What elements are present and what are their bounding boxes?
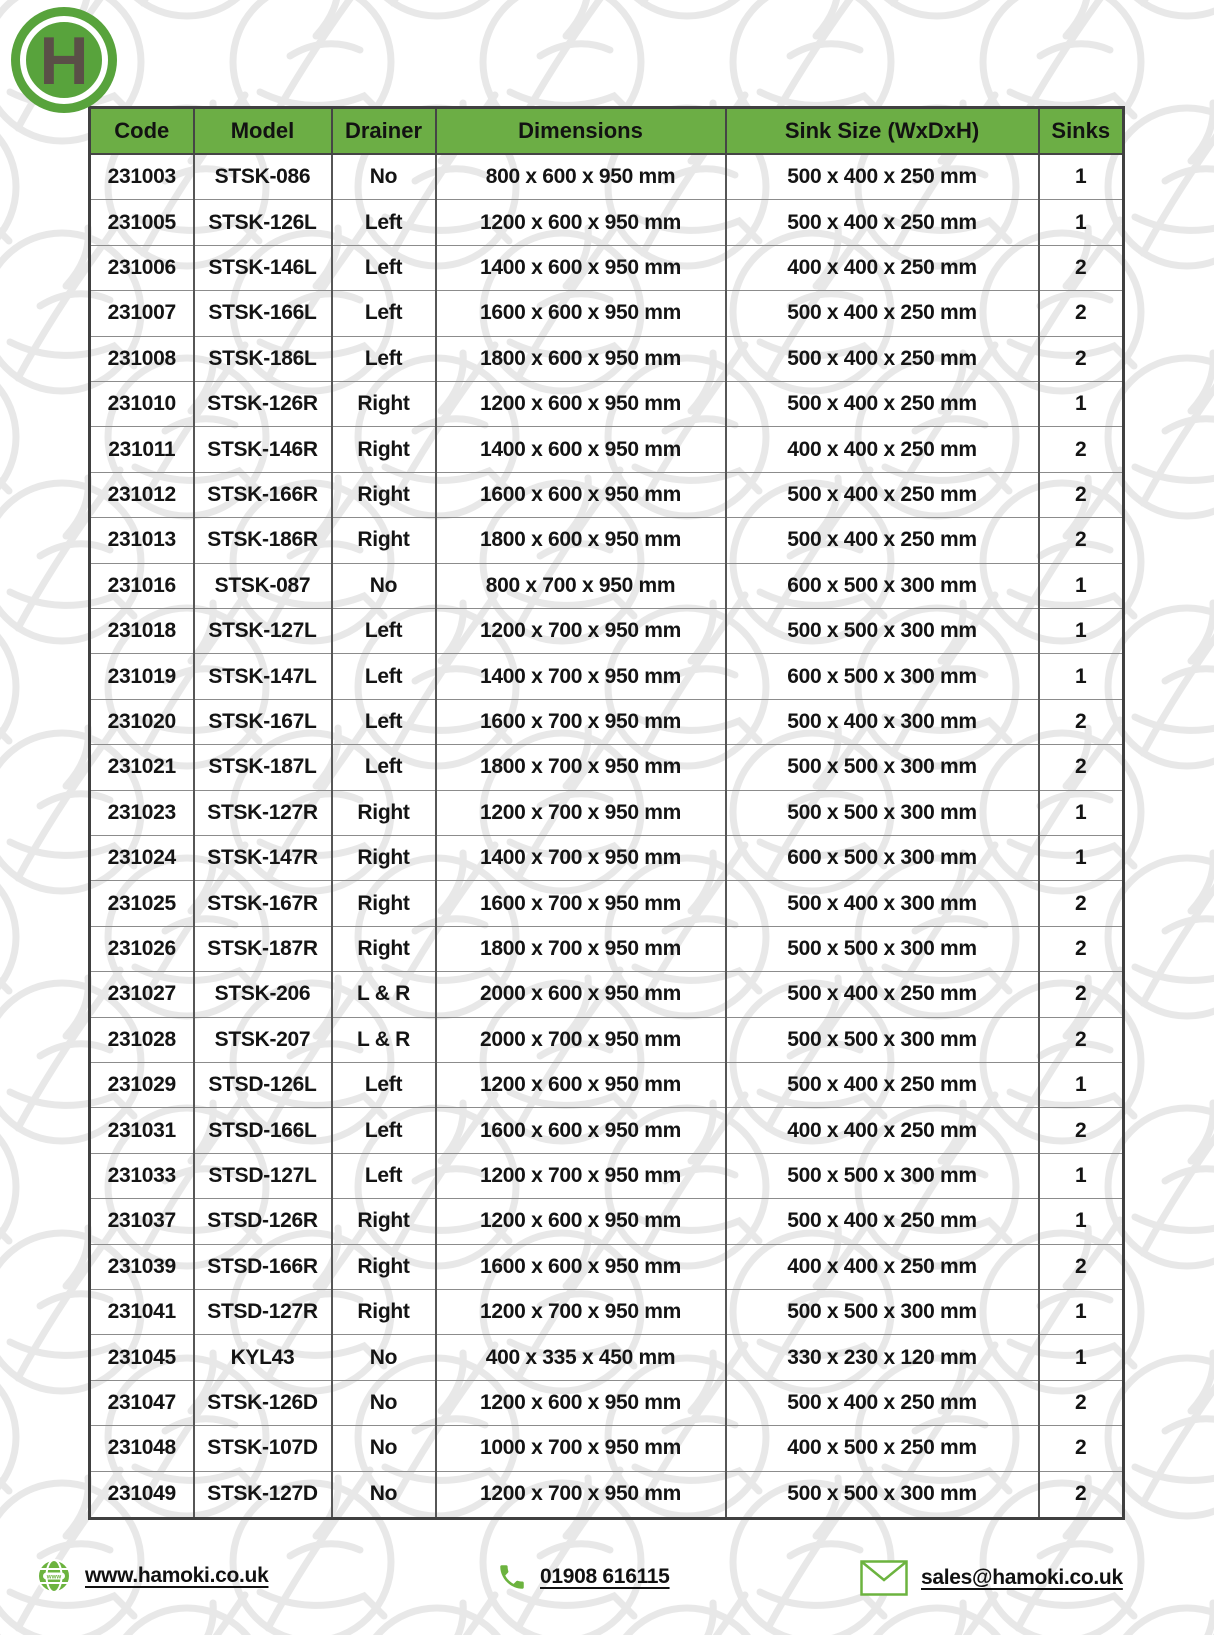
- column-header: Code: [90, 108, 194, 154]
- table-cell: STSK-127R: [194, 790, 332, 835]
- table-cell: Left: [332, 654, 436, 699]
- table-cell: 500 x 500 x 300 mm: [726, 1290, 1039, 1335]
- table-row: [90, 699, 1124, 744]
- table-cell: 231028: [90, 1017, 194, 1062]
- table-cell: 500 x 500 x 300 mm: [726, 1153, 1039, 1198]
- table-cell: STSK-187L: [194, 745, 332, 790]
- table-cell: 500 x 400 x 250 mm: [726, 291, 1039, 336]
- column-header: Sink Size (WxDxH): [726, 108, 1039, 154]
- table-cell: 1600 x 600 x 950 mm: [436, 472, 726, 517]
- table-cell: 2: [1039, 245, 1124, 290]
- table-cell: 1: [1039, 654, 1124, 699]
- table-cell: 2: [1039, 336, 1124, 381]
- table-cell: STSK-187R: [194, 926, 332, 971]
- table-cell: 500 x 400 x 250 mm: [726, 381, 1039, 426]
- table-row: [90, 1153, 1124, 1198]
- table-cell: 1: [1039, 1290, 1124, 1335]
- table-row: [90, 472, 1124, 517]
- table-cell: 1600 x 700 x 950 mm: [436, 881, 726, 926]
- logo-letter: H: [39, 23, 89, 99]
- table-cell: Right: [332, 472, 436, 517]
- table-cell: STSD-127L: [194, 1153, 332, 1198]
- table-cell: Right: [332, 1290, 436, 1335]
- table-cell: 1: [1039, 1335, 1124, 1380]
- table-cell: STSK-167L: [194, 699, 332, 744]
- table-cell: 231010: [90, 381, 194, 426]
- globe-icon: [36, 1558, 72, 1594]
- table-cell: 2: [1039, 972, 1124, 1017]
- table-cell: 1: [1039, 381, 1124, 426]
- table-cell: 231021: [90, 745, 194, 790]
- table-cell: STSK-127D: [194, 1471, 332, 1518]
- table-cell: 1200 x 700 x 950 mm: [436, 1471, 726, 1518]
- table-cell: L & R: [332, 1017, 436, 1062]
- table-cell: Right: [332, 427, 436, 472]
- table-row: [90, 518, 1124, 563]
- table-cell: STSK-126R: [194, 381, 332, 426]
- table-cell: 1200 x 600 x 950 mm: [436, 200, 726, 245]
- table-cell: 231045: [90, 1335, 194, 1380]
- table-row: [90, 154, 1124, 200]
- table-cell: No: [332, 563, 436, 608]
- table-row: [90, 245, 1124, 290]
- table-cell: STSK-186R: [194, 518, 332, 563]
- table-cell: 600 x 500 x 300 mm: [726, 563, 1039, 608]
- table-cell: Left: [332, 336, 436, 381]
- table-row: [90, 654, 1124, 699]
- table-cell: 500 x 500 x 300 mm: [726, 1017, 1039, 1062]
- table-cell: Left: [332, 1108, 436, 1153]
- table-cell: 1: [1039, 200, 1124, 245]
- table-cell: KYL43: [194, 1335, 332, 1380]
- table-cell: 231049: [90, 1471, 194, 1518]
- table-cell: 231027: [90, 972, 194, 1017]
- table-cell: STSD-126L: [194, 1063, 332, 1108]
- table-cell: 800 x 600 x 950 mm: [436, 154, 726, 200]
- table-cell: 1800 x 700 x 950 mm: [436, 926, 726, 971]
- table-cell: No: [332, 1426, 436, 1471]
- table-cell: Right: [332, 881, 436, 926]
- table-cell: STSK-146L: [194, 245, 332, 290]
- table-cell: 1200 x 600 x 950 mm: [436, 1199, 726, 1244]
- table-cell: 231047: [90, 1380, 194, 1425]
- table-cell: Right: [332, 926, 436, 971]
- table-cell: 1: [1039, 1063, 1124, 1108]
- table-cell: 1600 x 700 x 950 mm: [436, 699, 726, 744]
- table-cell: 1200 x 600 x 950 mm: [436, 1380, 726, 1425]
- table-cell: 2: [1039, 518, 1124, 563]
- table-cell: 2: [1039, 472, 1124, 517]
- column-header: Sinks: [1039, 108, 1124, 154]
- table-row: [90, 1199, 1124, 1244]
- table-cell: No: [332, 154, 436, 200]
- table-cell: STSK-206: [194, 972, 332, 1017]
- table-cell: 231048: [90, 1426, 194, 1471]
- table-cell: STSD-127R: [194, 1290, 332, 1335]
- table-cell: STSK-167R: [194, 881, 332, 926]
- table-row: [90, 608, 1124, 653]
- table-cell: 231013: [90, 518, 194, 563]
- table-cell: 2: [1039, 1426, 1124, 1471]
- table-cell: 2: [1039, 291, 1124, 336]
- table-row: [90, 1471, 1124, 1518]
- table-cell: 500 x 400 x 250 mm: [726, 336, 1039, 381]
- table-cell: STSK-127L: [194, 608, 332, 653]
- table-cell: 231023: [90, 790, 194, 835]
- product-spec-table: [88, 106, 1125, 1520]
- table-cell: 500 x 400 x 250 mm: [726, 200, 1039, 245]
- table-cell: 231016: [90, 563, 194, 608]
- table-cell: 2: [1039, 427, 1124, 472]
- table-cell: 1400 x 700 x 950 mm: [436, 654, 726, 699]
- table-cell: 1600 x 600 x 950 mm: [436, 1244, 726, 1289]
- table-cell: 231025: [90, 881, 194, 926]
- table-cell: 2: [1039, 926, 1124, 971]
- table-cell: 1400 x 600 x 950 mm: [436, 427, 726, 472]
- table-row: [90, 200, 1124, 245]
- table-cell: 500 x 400 x 250 mm: [726, 472, 1039, 517]
- table-cell: 500 x 500 x 300 mm: [726, 926, 1039, 971]
- table-row: [90, 1426, 1124, 1471]
- hamoki-logo-icon: [8, 4, 120, 116]
- table-cell: 500 x 500 x 300 mm: [726, 790, 1039, 835]
- table-cell: STSK-087: [194, 563, 332, 608]
- table-cell: 1200 x 700 x 950 mm: [436, 1153, 726, 1198]
- website-link[interactable]: www.hamoki.co.uk: [85, 1564, 269, 1587]
- table-cell: 1200 x 600 x 950 mm: [436, 1063, 726, 1108]
- table-cell: 400 x 400 x 250 mm: [726, 427, 1039, 472]
- table-row: [90, 881, 1124, 926]
- table-cell: 231019: [90, 654, 194, 699]
- table-cell: 231005: [90, 200, 194, 245]
- table-cell: 2: [1039, 1244, 1124, 1289]
- table-cell: STSK-086: [194, 154, 332, 200]
- table-row: [90, 745, 1124, 790]
- table-cell: 2: [1039, 881, 1124, 926]
- table-row: [90, 1380, 1124, 1425]
- table-cell: 2000 x 600 x 950 mm: [436, 972, 726, 1017]
- table-cell: Right: [332, 790, 436, 835]
- footer-website: [36, 1558, 268, 1594]
- table-cell: STSK-146R: [194, 427, 332, 472]
- table-body: [90, 154, 1124, 1519]
- table-cell: 1400 x 600 x 950 mm: [436, 245, 726, 290]
- table-cell: 500 x 400 x 250 mm: [726, 154, 1039, 200]
- column-header: Dimensions: [436, 108, 726, 154]
- table-cell: 231012: [90, 472, 194, 517]
- table-cell: Left: [332, 1153, 436, 1198]
- table-cell: L & R: [332, 972, 436, 1017]
- table-cell: STSK-147L: [194, 654, 332, 699]
- phone-link[interactable]: 01908 616115: [540, 1565, 670, 1588]
- table-cell: Left: [332, 699, 436, 744]
- column-header: Model: [194, 108, 332, 154]
- table-cell: 231031: [90, 1108, 194, 1153]
- table-cell: 231029: [90, 1063, 194, 1108]
- table-cell: STSK-207: [194, 1017, 332, 1062]
- table-cell: Right: [332, 1244, 436, 1289]
- table-cell: 500 x 400 x 300 mm: [726, 881, 1039, 926]
- table-cell: 600 x 500 x 300 mm: [726, 654, 1039, 699]
- table-cell: Right: [332, 1199, 436, 1244]
- table-cell: Right: [332, 381, 436, 426]
- table-cell: 600 x 500 x 300 mm: [726, 836, 1039, 881]
- table-row: [90, 972, 1124, 1017]
- footer-email: [860, 1560, 1123, 1596]
- table-cell: No: [332, 1335, 436, 1380]
- table-row: [90, 427, 1124, 472]
- table-cell: 2: [1039, 1471, 1124, 1518]
- table-cell: 500 x 400 x 250 mm: [726, 518, 1039, 563]
- table-cell: 231041: [90, 1290, 194, 1335]
- table-cell: Right: [332, 836, 436, 881]
- table-cell: 500 x 400 x 250 mm: [726, 1380, 1039, 1425]
- table-cell: 500 x 400 x 250 mm: [726, 972, 1039, 1017]
- table-row: [90, 1017, 1124, 1062]
- table-cell: 1: [1039, 1199, 1124, 1244]
- table-cell: 231037: [90, 1199, 194, 1244]
- table-cell: 1600 x 600 x 950 mm: [436, 1108, 726, 1153]
- table-cell: 231026: [90, 926, 194, 971]
- column-header: Drainer: [332, 108, 436, 154]
- table-row: [90, 1244, 1124, 1289]
- table-cell: 500 x 500 x 300 mm: [726, 608, 1039, 653]
- table-cell: STSK-126D: [194, 1380, 332, 1425]
- table-cell: Left: [332, 1063, 436, 1108]
- table-cell: 231024: [90, 836, 194, 881]
- table-row: [90, 381, 1124, 426]
- table-cell: 500 x 400 x 300 mm: [726, 699, 1039, 744]
- table-cell: Left: [332, 608, 436, 653]
- table-cell: 231003: [90, 154, 194, 200]
- table-cell: 2: [1039, 1380, 1124, 1425]
- table-cell: 1600 x 600 x 950 mm: [436, 291, 726, 336]
- table-row: [90, 926, 1124, 971]
- table-cell: 1200 x 600 x 950 mm: [436, 381, 726, 426]
- table-cell: STSK-166L: [194, 291, 332, 336]
- table-row: [90, 1290, 1124, 1335]
- table-cell: STSK-147R: [194, 836, 332, 881]
- table-row: [90, 1335, 1124, 1380]
- table-cell: 800 x 700 x 950 mm: [436, 563, 726, 608]
- table-cell: 231008: [90, 336, 194, 381]
- table-row: [90, 1063, 1124, 1108]
- table-cell: 400 x 400 x 250 mm: [726, 1244, 1039, 1289]
- table-cell: 1000 x 700 x 950 mm: [436, 1426, 726, 1471]
- table-cell: STSK-126L: [194, 200, 332, 245]
- table-cell: 1800 x 600 x 950 mm: [436, 518, 726, 563]
- table-cell: STSD-166L: [194, 1108, 332, 1153]
- footer-phone: [497, 1562, 670, 1592]
- table-cell: 1800 x 600 x 950 mm: [436, 336, 726, 381]
- table-cell: 1200 x 700 x 950 mm: [436, 1290, 726, 1335]
- email-icon: [860, 1560, 908, 1596]
- table-cell: 231033: [90, 1153, 194, 1198]
- table-cell: 1: [1039, 154, 1124, 200]
- table-cell: STSK-166R: [194, 472, 332, 517]
- table-cell: 231006: [90, 245, 194, 290]
- table-cell: 1: [1039, 563, 1124, 608]
- table-header-row: [90, 108, 1124, 154]
- table-cell: No: [332, 1380, 436, 1425]
- table-row: [90, 563, 1124, 608]
- table-cell: 1: [1039, 608, 1124, 653]
- table-cell: 231020: [90, 699, 194, 744]
- table-cell: No: [332, 1471, 436, 1518]
- table-row: [90, 336, 1124, 381]
- hamoki-logo: [8, 4, 120, 121]
- table-cell: 2000 x 700 x 950 mm: [436, 1017, 726, 1062]
- table-cell: 400 x 400 x 250 mm: [726, 1108, 1039, 1153]
- table-cell: 1: [1039, 836, 1124, 881]
- table-cell: 330 x 230 x 120 mm: [726, 1335, 1039, 1380]
- table-cell: 400 x 400 x 250 mm: [726, 245, 1039, 290]
- table-cell: 2: [1039, 745, 1124, 790]
- phone-icon: [497, 1562, 527, 1592]
- table-cell: 1200 x 700 x 950 mm: [436, 608, 726, 653]
- table-cell: 500 x 400 x 250 mm: [726, 1199, 1039, 1244]
- table-row: [90, 790, 1124, 835]
- table-cell: 1800 x 700 x 950 mm: [436, 745, 726, 790]
- table-cell: 1200 x 700 x 950 mm: [436, 790, 726, 835]
- table-cell: 500 x 500 x 300 mm: [726, 745, 1039, 790]
- table-cell: 2: [1039, 1017, 1124, 1062]
- table-cell: Left: [332, 291, 436, 336]
- table-cell: 231011: [90, 427, 194, 472]
- table-cell: 400 x 335 x 450 mm: [436, 1335, 726, 1380]
- table-row: [90, 1108, 1124, 1153]
- table-row: [90, 291, 1124, 336]
- table-cell: 2: [1039, 699, 1124, 744]
- table-cell: 500 x 400 x 250 mm: [726, 1063, 1039, 1108]
- table-cell: STSD-166R: [194, 1244, 332, 1289]
- table-cell: 231039: [90, 1244, 194, 1289]
- table-cell: STSK-107D: [194, 1426, 332, 1471]
- table-cell: 1400 x 700 x 950 mm: [436, 836, 726, 881]
- table-cell: 231007: [90, 291, 194, 336]
- table-cell: Left: [332, 200, 436, 245]
- table-cell: 400 x 500 x 250 mm: [726, 1426, 1039, 1471]
- table-cell: 1: [1039, 790, 1124, 835]
- svg-text:www: www: [46, 1573, 62, 1581]
- table-cell: STSD-126R: [194, 1199, 332, 1244]
- table-row: [90, 836, 1124, 881]
- table-cell: 2: [1039, 1108, 1124, 1153]
- table-cell: Left: [332, 745, 436, 790]
- table-cell: 1: [1039, 1153, 1124, 1198]
- table-cell: STSK-186L: [194, 336, 332, 381]
- table-cell: 231018: [90, 608, 194, 653]
- table-cell: Right: [332, 518, 436, 563]
- table-cell: Left: [332, 245, 436, 290]
- email-link[interactable]: sales@hamoki.co.uk: [921, 1566, 1123, 1589]
- table-cell: 500 x 500 x 300 mm: [726, 1471, 1039, 1518]
